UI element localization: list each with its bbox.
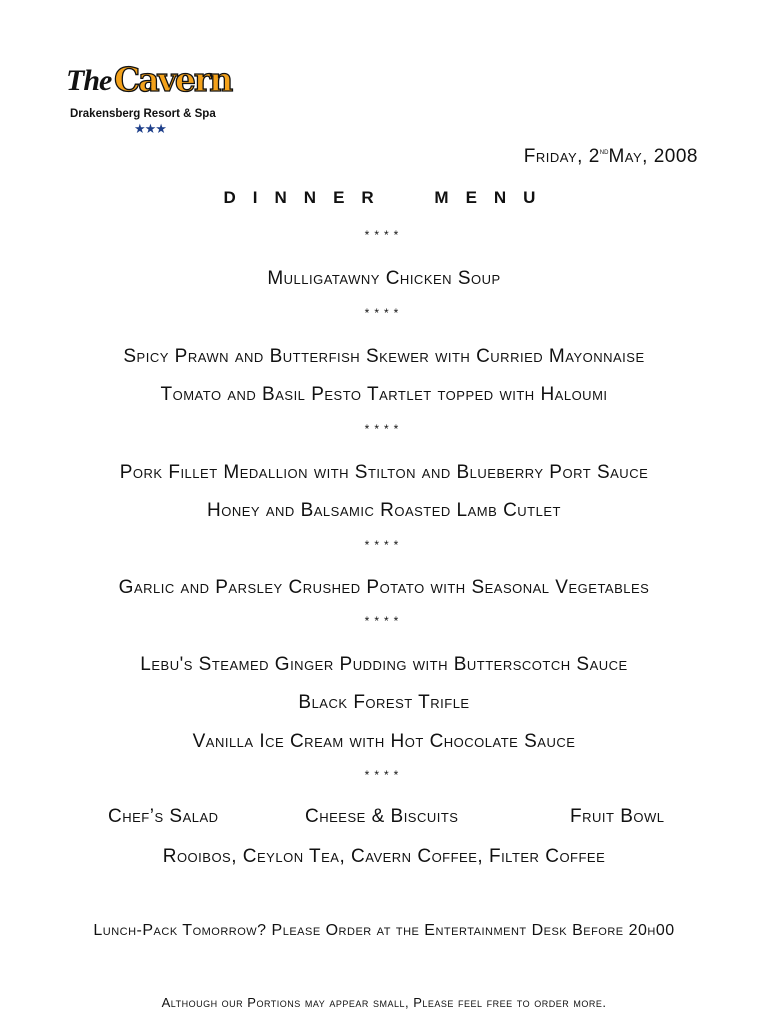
extra-item: Chef’s Salad	[108, 806, 219, 827]
extra-item: Cheese & Biscuits	[305, 806, 459, 827]
logo-stars-icon: ★★★	[134, 121, 166, 136]
menu-item-starter: Tomato and Basil Pesto Tartlet topped with Haloumi	[160, 384, 608, 405]
lunch-pack-notice: Lunch-Pack Tomorrow? Please Order at the Entertainment Desk Before 20h00	[93, 922, 675, 939]
separator: ****	[364, 306, 404, 320]
menu-date	[524, 146, 698, 168]
separator: ****	[364, 614, 404, 628]
menu-item-dessert: Black Forest Trifle	[298, 692, 470, 713]
date-rest: May, 2008	[608, 146, 698, 167]
page-title: DINNER MENU	[223, 188, 553, 207]
date-prefix: Friday, 2	[523, 146, 600, 167]
extra-item: Fruit Bowl	[570, 806, 665, 827]
separator: ****	[364, 422, 404, 436]
menu-item-dessert: Lebu's Steamed Ginger Pudding with Butterscotch Sauce	[140, 654, 628, 675]
date-ordinal-suffix: nd	[599, 147, 609, 156]
portions-notice: Although our Portions may appear small, Please feel free to order more.	[161, 995, 607, 1010]
menu-item-dessert: Vanilla Ice Cream with Hot Chocolate Sauce	[192, 731, 576, 752]
menu-item-main: Honey and Balsamic Roasted Lamb Cutlet	[207, 500, 561, 521]
beverages-line: Rooibos, Ceylon Tea, Cavern Coffee, Filter Coffee	[162, 846, 606, 867]
menu-item-side: Garlic and Parsley Crushed Potato with Seasonal Vegetables	[118, 577, 650, 598]
logo-word-cavern: Cavern	[114, 60, 232, 99]
resort-logo	[64, 58, 254, 140]
logo-subtitle: Drakensberg Resort & Spa	[70, 108, 216, 120]
logo-word-the: The	[66, 64, 112, 97]
separator: ****	[364, 768, 404, 782]
menu-item-main: Pork Fillet Medallion with Stilton and Blueberry Port Sauce	[119, 462, 649, 483]
separator: ****	[364, 538, 404, 552]
menu-item-soup: Mulligatawny Chicken Soup	[267, 268, 501, 289]
separator: ****	[364, 228, 404, 242]
menu-item-starter: Spicy Prawn and Butterfish Skewer with Curried Mayonnaise	[123, 346, 645, 367]
